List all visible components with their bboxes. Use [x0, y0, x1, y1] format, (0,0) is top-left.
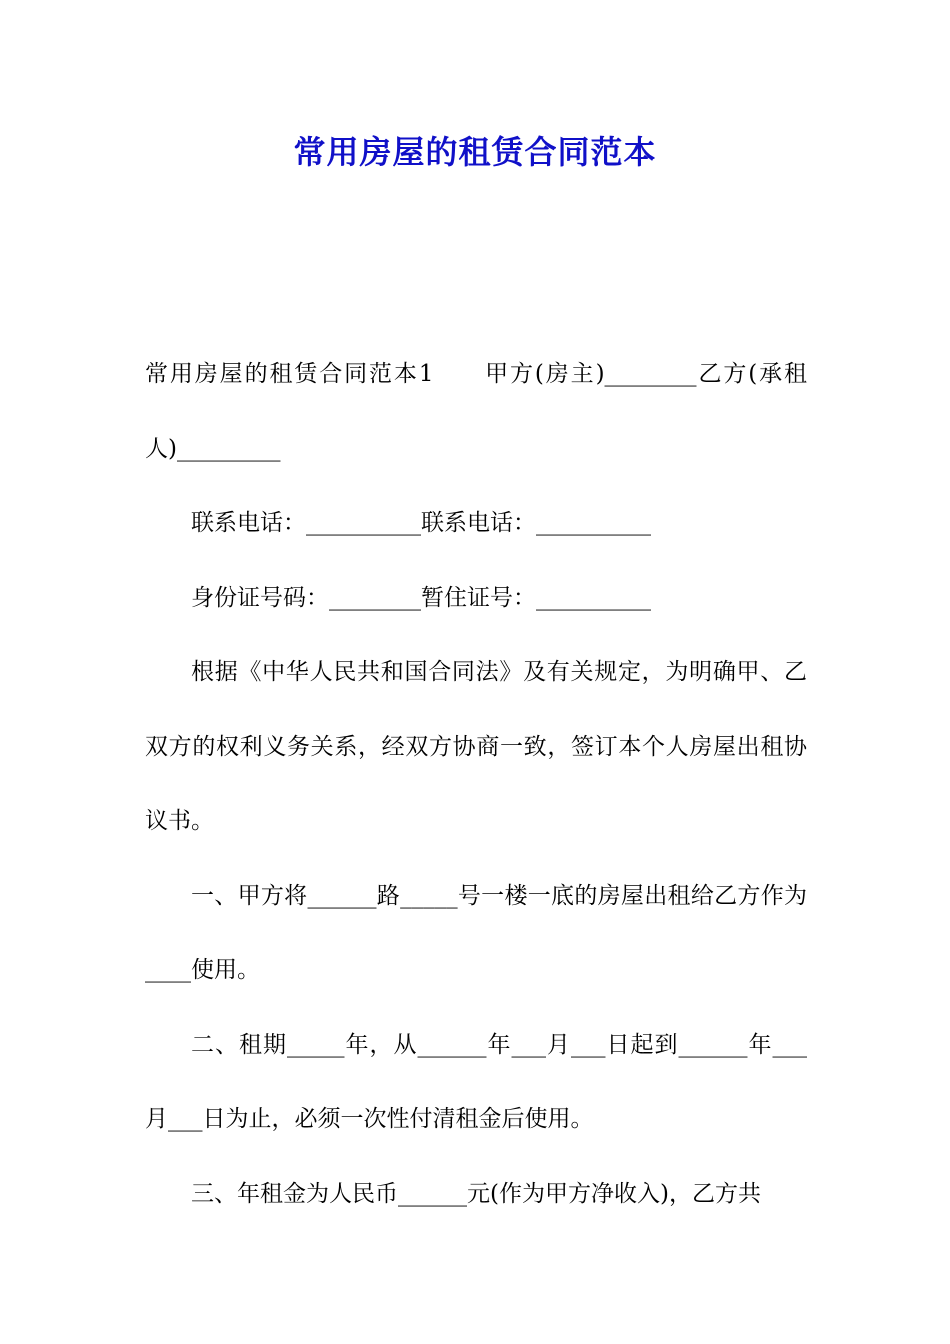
paragraph-phone: 联系电话：__________联系电话：__________ [191, 510, 651, 536]
paragraph-parties: 常用房屋的租赁合同范本1 甲方(房主)________乙方(承租人)_________ [145, 361, 807, 462]
paragraph-id-number: 身份证号码：________暂住证号：__________ [191, 584, 651, 611]
paragraph-preamble: 根据《中华人民共和国合同法》及有关规定，为明确甲、乙双方的权利义务关系，经双方协商一致，签订本个人房屋出租协议书。 [145, 659, 807, 834]
paragraph-clause-3: 三、年租金为人民币______元(作为甲方净收入)，乙方共 [191, 1180, 761, 1207]
paragraph-clause-1: 一、甲方将______路_____号一楼一底的房屋出租给乙方作为____使用。 [145, 882, 807, 983]
document-body [145, 337, 807, 1231]
paragraph-clause-2: 二、租期_____年，从______年___月___日起到______年___月___日为止，必须一次性付清租金后使用。 [145, 1031, 807, 1132]
document-title: 常用房屋的租赁合同范本 [293, 133, 657, 171]
